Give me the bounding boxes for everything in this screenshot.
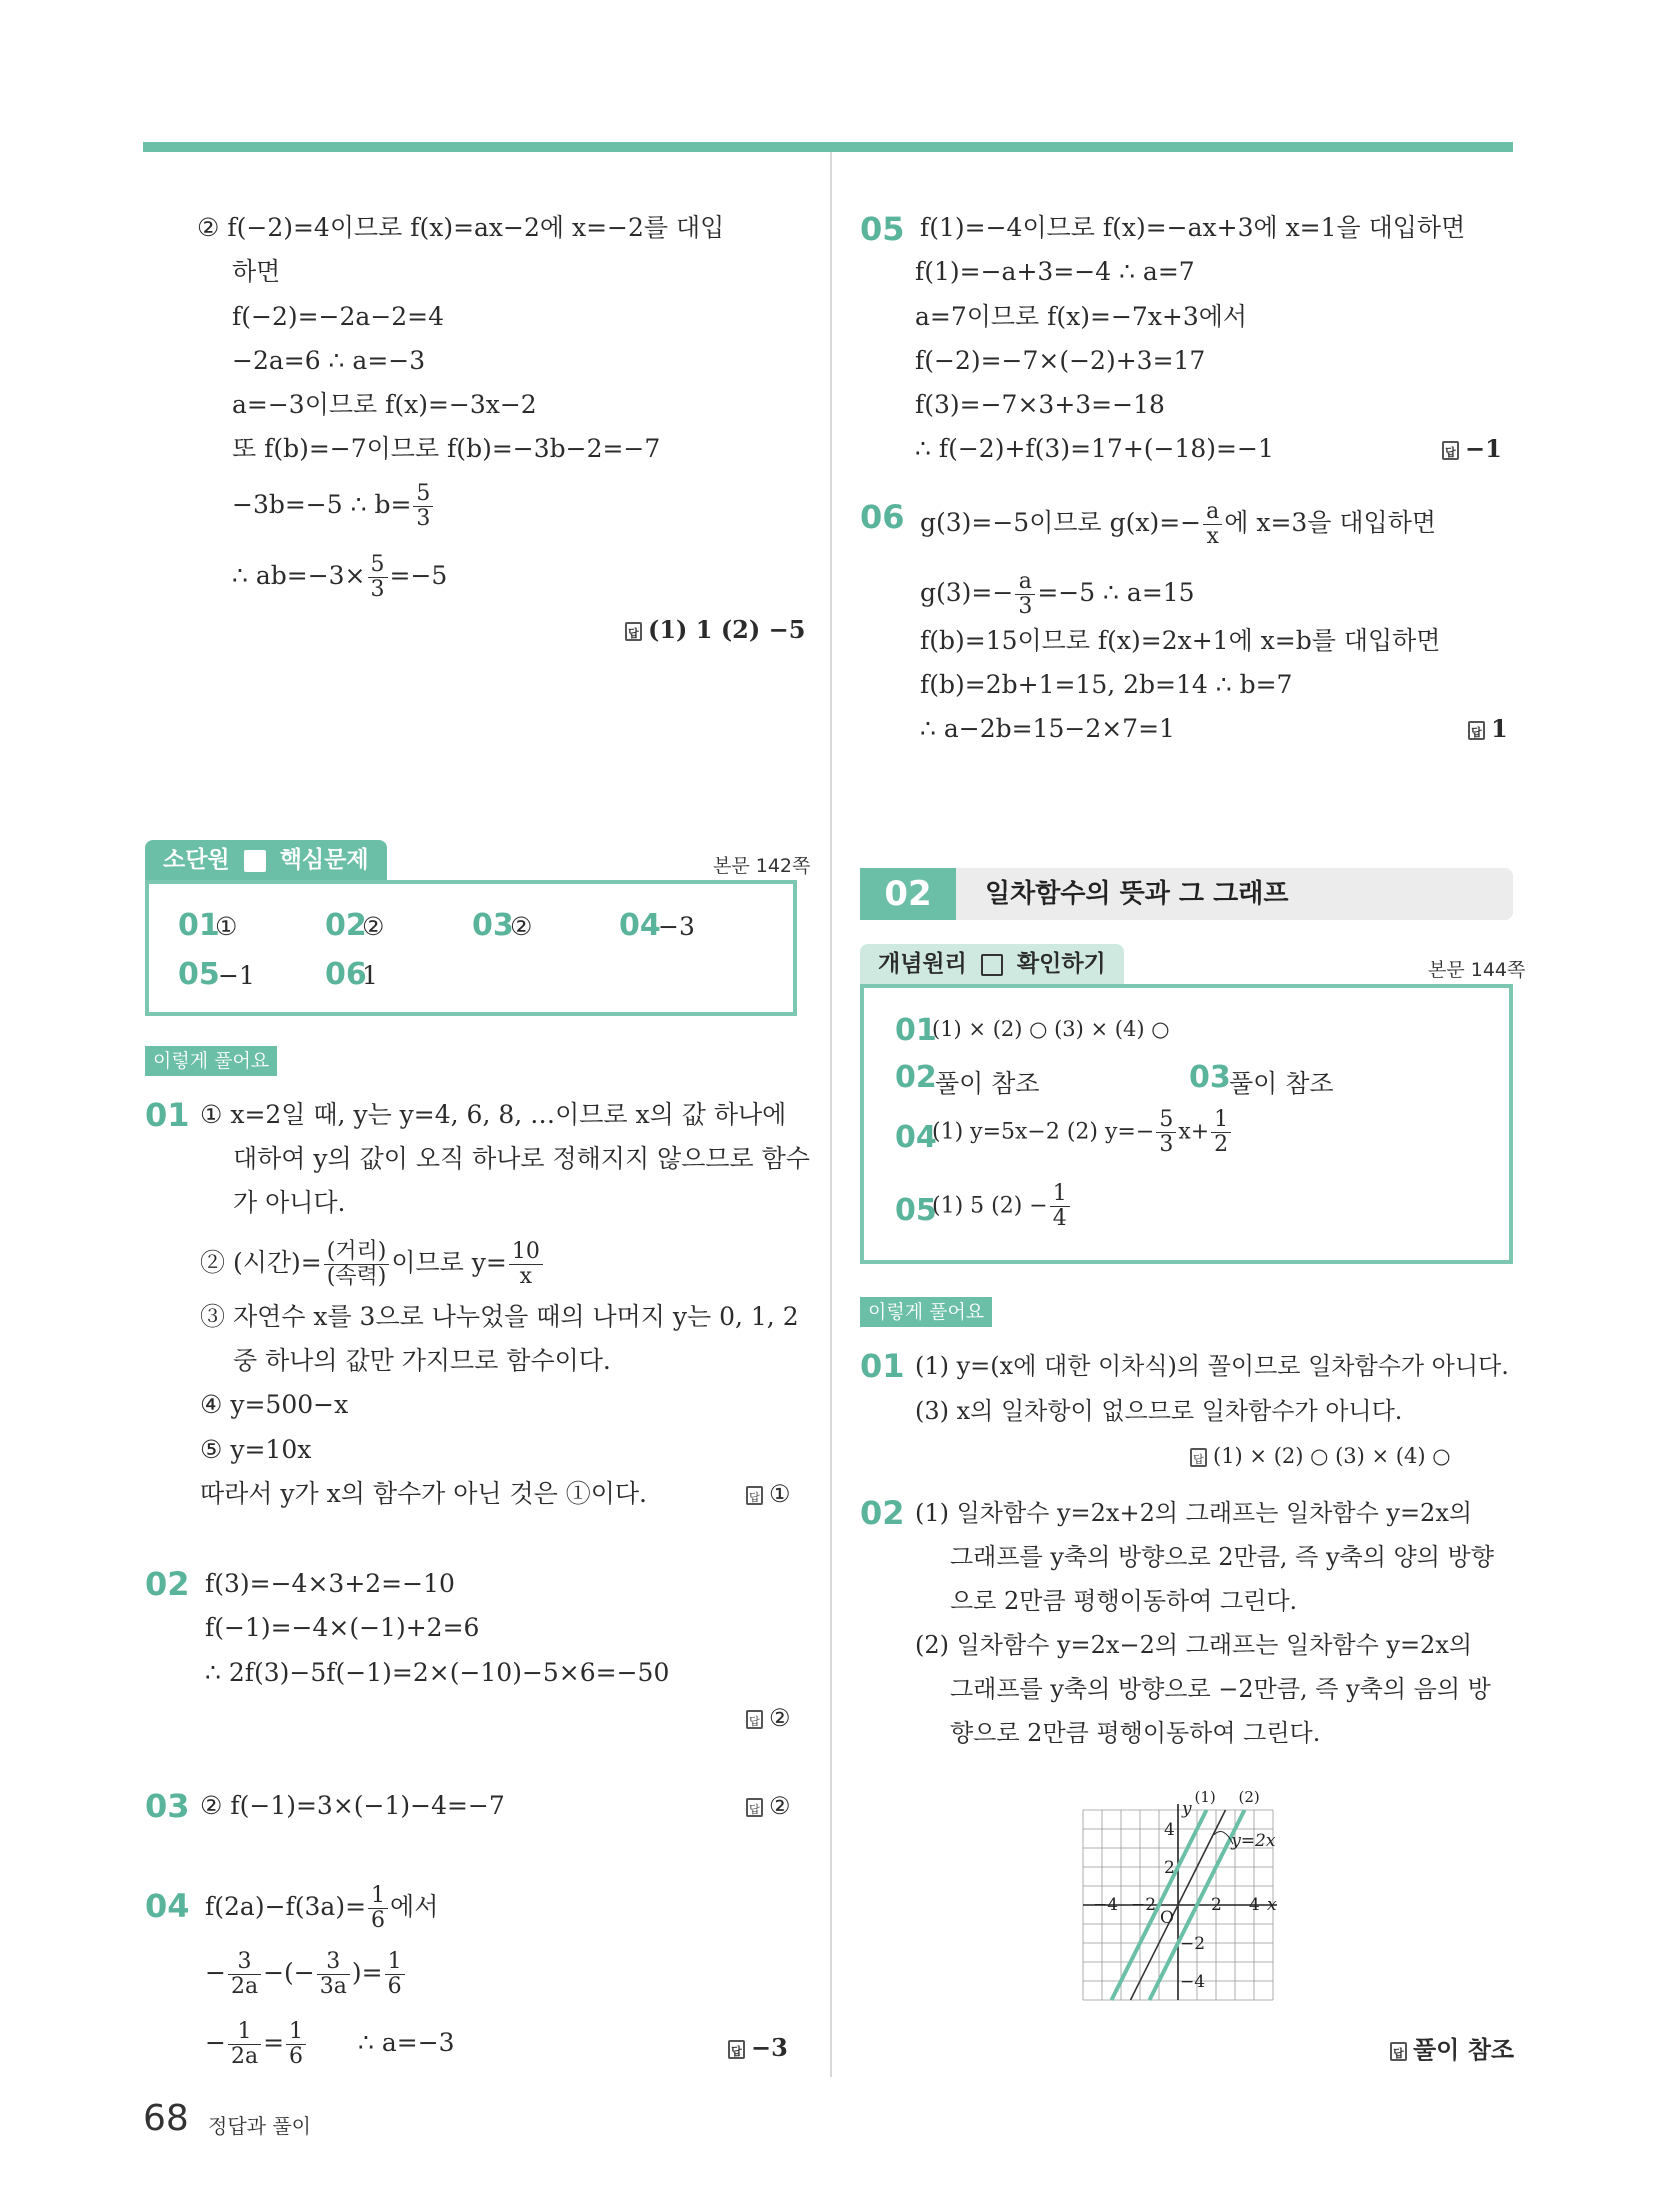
answer-value: ②	[769, 1792, 791, 1820]
answer-number: 03	[472, 908, 514, 943]
text-line: 으로 2만큼 평행이동하여 그린다.	[950, 1587, 1298, 1615]
question-number: 06	[860, 498, 905, 536]
column-divider	[830, 152, 832, 2077]
x-tick-label: −4	[1093, 1895, 1119, 1915]
y-tick-label: −4	[1180, 1972, 1206, 1992]
answer-icon: 답	[746, 1710, 763, 1729]
text-fragment: ∴ a=−3	[358, 2028, 455, 2057]
text-fragment: g(3)=−	[920, 578, 1014, 607]
text-line: ∴ f(−2)+f(3)=17+(−18)=−1	[915, 434, 1274, 463]
fraction	[413, 482, 433, 531]
solution-badge: 이렇게 풀어요	[860, 1297, 992, 1327]
fraction-numerator: 5	[1156, 1108, 1176, 1133]
fraction-denominator: x	[519, 1264, 533, 1289]
answer-number: 02	[895, 1060, 937, 1095]
answer-line	[1390, 2035, 1514, 2065]
answer-number: 06	[325, 957, 367, 992]
text-line: a=7이므로 f(x)=−7x+3에서	[915, 302, 1248, 331]
answer-line	[625, 615, 805, 645]
fraction-denominator: 3a	[319, 1974, 347, 1999]
fraction-denominator: 3	[1159, 1132, 1174, 1157]
text-line: 중 하나의 값만 가지므로 함수이다.	[233, 1346, 611, 1375]
text-fragment: (1) 5 (2) −	[932, 1193, 1048, 1219]
concept-tab	[860, 944, 1124, 984]
answer-number: 04	[619, 908, 661, 943]
text-line: 따라서 y가 x의 함수가 아닌 것은 ①이다.	[200, 1479, 647, 1508]
section-number: 02	[860, 868, 956, 920]
text-fragment: =−5 ∴ a=15	[1037, 578, 1195, 607]
text-line	[920, 570, 1195, 619]
text-line: f(3)=−4×3+2=−10	[205, 1569, 455, 1598]
fraction	[1015, 570, 1035, 619]
fraction-numerator: 1	[286, 2020, 306, 2045]
answer-line	[746, 1703, 791, 1733]
fraction-numerator: 5	[413, 482, 433, 507]
fraction-denominator: 3	[1018, 594, 1033, 619]
text-line: f(−2)=−7×(−2)+3=17	[915, 346, 1206, 375]
text-fragment: x+	[1178, 1119, 1210, 1145]
answer-number: 01	[895, 1013, 937, 1048]
text-fragment: =−5	[389, 561, 448, 590]
answer-line	[746, 1479, 791, 1509]
question-number: 01	[860, 1347, 905, 1385]
text-fragment: 에 x=3을 대입하면	[1224, 508, 1436, 537]
text-line: (1) 일차함수 y=2x+2의 그래프는 일차함수 y=2x의	[915, 1499, 1473, 1527]
fraction	[385, 1950, 405, 1999]
answer-value: (1) × (2) ○ (3) × (4) ○	[932, 1017, 1170, 1041]
fraction	[228, 1950, 261, 1999]
text-line: 가 아니다.	[233, 1188, 346, 1217]
text-line: ② f(−2)=4이므로 f(x)=ax−2에 x=−2를 대입	[197, 213, 725, 242]
y-tick-label: 2	[1164, 1858, 1175, 1878]
core-answer-box	[145, 880, 797, 1016]
question-number: 03	[145, 1787, 190, 1825]
text-line: ③ 자연수 x를 3으로 나누었을 때의 나머지 y는 0, 1, 2	[200, 1302, 799, 1331]
answer-value: −1	[218, 961, 255, 990]
text-fragment: 이므로 y=	[391, 1248, 507, 1277]
notebook-icon	[244, 850, 266, 872]
fraction	[1211, 1108, 1231, 1157]
x-tick-label: −2	[1131, 1895, 1157, 1915]
page-reference: 본문 142쪽	[713, 855, 811, 877]
linear-function-graph	[1080, 1770, 1360, 2020]
fraction-numerator: (거리)	[324, 1240, 390, 1265]
answer-icon: 답	[1468, 721, 1485, 740]
text-line: f(1)=−4이므로 f(x)=−ax+3에 x=1을 대입하면	[920, 213, 1466, 242]
text-line: (3) x의 일차항이 없으므로 일차함수가 아니다.	[915, 1397, 1403, 1425]
fraction-numerator: 1	[385, 1950, 405, 1975]
text-line: ② f(−1)=3×(−1)−4=−7	[200, 1791, 505, 1820]
y-tick-label: −2	[1180, 1934, 1206, 1954]
fraction	[509, 1240, 543, 1289]
text-line	[232, 553, 447, 602]
answer-line	[1442, 434, 1502, 464]
text-line: 또 f(b)=−7이므로 f(b)=−3b−2=−7	[232, 434, 661, 463]
text-fragment: −(−	[263, 1958, 315, 1987]
answer-number: 03	[1189, 1060, 1231, 1095]
text-line: f(3)=−7×3+3=−18	[915, 390, 1165, 419]
answer-value: −3	[751, 2033, 788, 2062]
answer-number: 05	[895, 1193, 937, 1228]
answer-icon: 답	[746, 1798, 763, 1817]
text-line: 그래프를 y축의 방향으로 −2만큼, 즉 y축의 음의 방	[950, 1675, 1491, 1703]
answer-line	[728, 2033, 788, 2063]
text-fragment: −3b=−5 ∴ b=	[232, 490, 412, 519]
y-tick-label: 4	[1164, 1820, 1175, 1840]
answer-value: ②	[362, 912, 385, 941]
x-tick-label: 2	[1211, 1895, 1222, 1915]
answer-value: −3	[658, 912, 695, 941]
fraction-denominator: 6	[371, 1908, 386, 1933]
fraction-numerator: a	[1015, 570, 1035, 595]
answer-icon: 답	[1390, 2042, 1407, 2061]
text-fragment: (1) y=5x−2 (2) y=−	[932, 1119, 1155, 1145]
fraction-numerator: 3	[317, 1950, 350, 1975]
core-tab	[145, 840, 387, 880]
answer-number: 02	[325, 908, 367, 943]
text-line	[205, 1884, 438, 1933]
fraction-denominator: 3	[370, 577, 385, 602]
text-line: ∴ 2f(3)−5f(−1)=2×(−10)−5×6=−50	[205, 1658, 670, 1687]
text-line	[200, 1240, 545, 1289]
fraction-denominator: 6	[289, 2044, 304, 2069]
answer-value: (1) × (2) ○ (3) × (4) ○	[1213, 1444, 1451, 1468]
series-label: y=2x	[1231, 1831, 1276, 1852]
answer-value	[932, 1182, 1072, 1231]
x-tick-label: 4	[1249, 1895, 1260, 1915]
text-line: (1) y=(x에 대한 이차식)의 꼴이므로 일차함수가 아니다.	[915, 1352, 1509, 1380]
fraction-numerator: 3	[228, 1950, 261, 1975]
answer-value: ①	[215, 912, 238, 941]
answer-value: ①	[769, 1480, 791, 1508]
fraction	[1203, 500, 1222, 549]
text-line: ④ y=500−x	[200, 1390, 349, 1419]
text-line: f(b)=2b+1=15, 2b=14 ∴ b=7	[920, 670, 1293, 699]
fraction-denominator: 2	[1214, 1132, 1229, 1157]
fraction	[1156, 1108, 1176, 1157]
text-fragment: 에서	[390, 1892, 439, 1921]
x-axis-label: x	[1267, 1895, 1277, 1915]
answer-value	[932, 1108, 1233, 1157]
answer-icon: 답	[1190, 1448, 1207, 1467]
answer-value: 1	[1491, 714, 1508, 743]
answer-value: 풀이 참조	[935, 1069, 1040, 1098]
question-number: 01	[145, 1096, 190, 1134]
answer-line	[1468, 714, 1508, 744]
text-line	[205, 1950, 407, 1999]
answer-value: (1) 1 (2) −5	[648, 615, 806, 644]
question-number: 02	[860, 1494, 905, 1532]
fraction-denominator: x	[1206, 524, 1219, 549]
answer-number: 01	[178, 908, 220, 943]
text-line: f(1)=−a+3=−4 ∴ a=7	[915, 257, 1195, 286]
text-line: ① x=2일 때, y는 y=4, 6, 8, …이므로 x의 값 하나에	[200, 1100, 787, 1129]
origin-label: O	[1160, 1908, 1174, 1928]
footer-label: 정답과 풀이	[208, 2114, 311, 2138]
text-fragment: =	[263, 2028, 285, 2057]
text-line	[232, 482, 435, 531]
top-accent-bar	[143, 142, 1513, 152]
fraction	[286, 2020, 306, 2069]
page-reference: 본문 144쪽	[1428, 959, 1526, 981]
answer-value: −1	[1465, 434, 1502, 463]
answer-value: 풀이 참조	[1229, 1069, 1334, 1098]
answer-number: 04	[895, 1120, 937, 1155]
text-fragment: g(3)=−5이므로 g(x)=−	[920, 508, 1202, 537]
answer-value: 풀이 참조	[1413, 2036, 1515, 2064]
fraction-denominator: 6	[387, 1974, 402, 1999]
y-axis-label: y	[1182, 1799, 1192, 1819]
fraction-denominator: 4	[1052, 1206, 1067, 1231]
text-line	[205, 2020, 455, 2069]
fraction-numerator: 1	[368, 1884, 388, 1909]
question-number: 05	[860, 210, 905, 248]
answer-value: ②	[769, 1704, 791, 1732]
fraction-numerator: 1	[1211, 1108, 1231, 1133]
series-label: (2)	[1238, 1788, 1260, 1806]
answer-icon: 답	[728, 2040, 745, 2059]
fraction-denominator: 2a	[230, 2044, 259, 2069]
text-line: ⑤ y=10x	[200, 1435, 312, 1464]
text-line: 그래프를 y축의 방향으로 2만큼, 즉 y축의 양의 방향	[950, 1543, 1494, 1571]
fraction	[324, 1240, 390, 1289]
answer-line	[1190, 1441, 1451, 1471]
text-fragment: f(2a)−f(3a)=	[205, 1892, 367, 1921]
text-fragment: −	[205, 1958, 226, 1987]
fraction-denominator: 3	[416, 506, 431, 531]
text-line: ∴ a−2b=15−2×7=1	[920, 714, 1175, 743]
text-line: 하면	[232, 257, 281, 286]
tab-label: 소단원	[163, 847, 230, 873]
tab-label: 확인하기	[1016, 951, 1106, 977]
fraction-denominator: 2a	[230, 1974, 259, 1999]
text-line: (2) 일차함수 y=2x−2의 그래프는 일차함수 y=2x의	[915, 1631, 1473, 1659]
answer-icon: 답	[625, 622, 642, 641]
question-number: 04	[145, 1887, 190, 1925]
answer-value: 1	[362, 961, 378, 990]
text-line: 대하여 y의 값이 오직 하나로 정해지지 않으므로 함수	[233, 1144, 810, 1173]
series-label: (1)	[1194, 1788, 1216, 1806]
text-line	[920, 500, 1436, 549]
fraction-numerator: 1	[228, 2020, 261, 2045]
text-fragment: )=	[351, 1958, 383, 1987]
answer-line	[746, 1791, 791, 1821]
tab-label: 개념원리	[878, 951, 967, 977]
text-fragment: ② (시간)=	[200, 1248, 322, 1277]
fraction-numerator: 1	[1050, 1182, 1070, 1207]
answer-icon: 답	[1442, 441, 1459, 460]
text-line: f(b)=15이므로 f(x)=2x+1에 x=b를 대입하면	[920, 626, 1441, 655]
fraction	[228, 2020, 261, 2069]
fraction-numerator: 10	[509, 1240, 543, 1265]
section-title: 일차함수의 뜻과 그 그래프	[985, 879, 1289, 909]
text-line: 향으로 2만큼 평행이동하여 그린다.	[950, 1719, 1321, 1747]
text-line: f(−1)=−4×(−1)+2=6	[205, 1613, 480, 1642]
text-fragment: ∴ ab=−3×	[232, 561, 366, 590]
notebook-icon	[981, 954, 1003, 976]
fraction	[317, 1950, 350, 1999]
text-line: −2a=6 ∴ a=−3	[232, 346, 426, 375]
fraction-numerator: 5	[368, 553, 388, 578]
fraction	[1050, 1182, 1070, 1231]
text-line: f(−2)=−2a−2=4	[232, 302, 445, 331]
fraction	[368, 553, 388, 602]
tab-label: 핵심문제	[279, 847, 369, 873]
page-number: 68	[143, 2098, 189, 2139]
fraction-denominator: (속력)	[326, 1264, 387, 1289]
answer-number: 05	[178, 957, 220, 992]
fraction	[368, 1884, 388, 1933]
answer-value: ②	[510, 912, 533, 941]
question-number: 02	[145, 1565, 190, 1603]
text-line: a=−3이므로 f(x)=−3x−2	[232, 390, 537, 419]
solution-badge: 이렇게 풀어요	[145, 1046, 277, 1076]
answer-icon: 답	[746, 1486, 763, 1505]
text-fragment: −	[205, 2028, 226, 2057]
fraction-numerator: a	[1203, 500, 1222, 525]
